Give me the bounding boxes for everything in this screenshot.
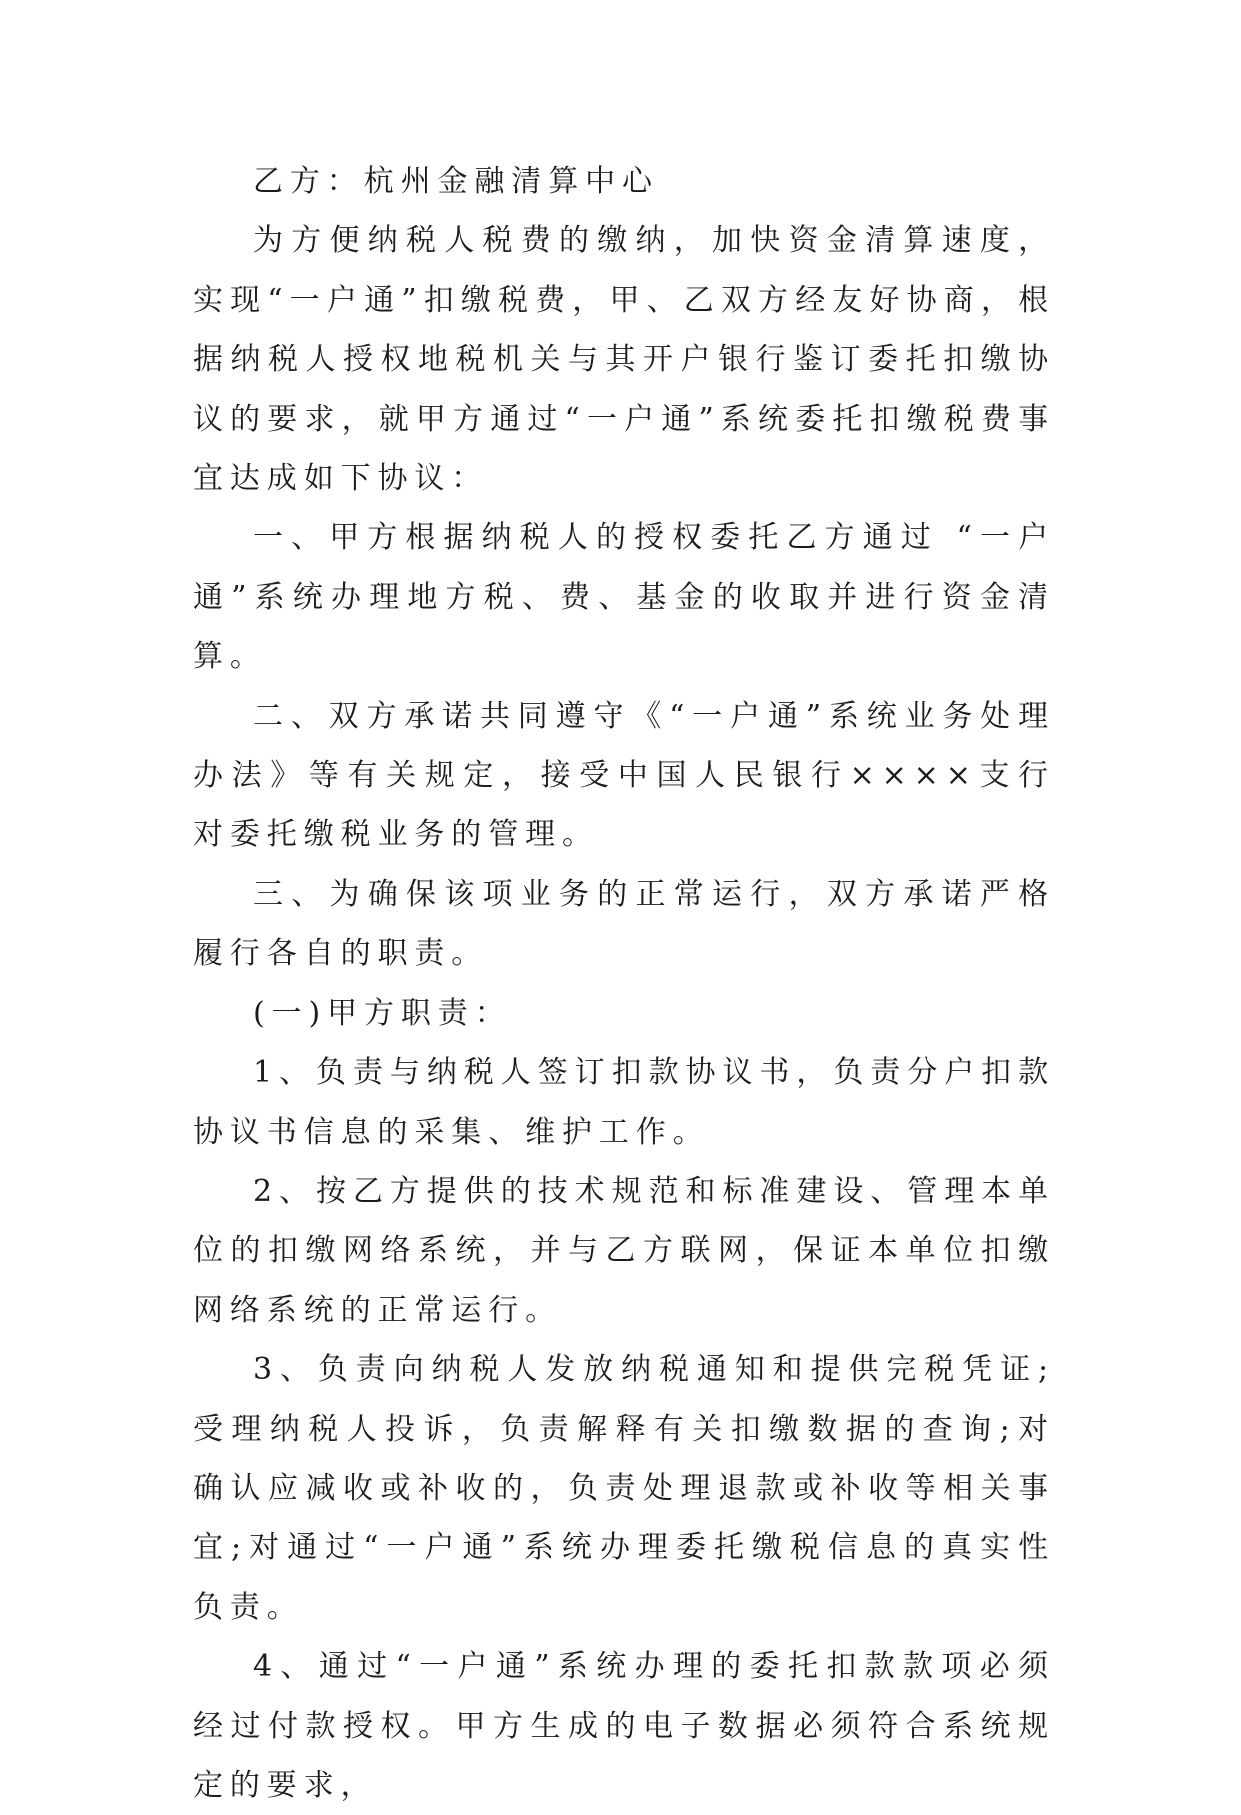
paragraph-duty-3: 3、负责向纳税人发放纳税通知和提供完税凭证;受理纳税人投诉，负责解释有关扣缴数据的查询;对确认应减收或补收的，负责处理退款或补收等相关事宜;对通过“一户通”系统办理委托缴税信息的真实性负责。 bbox=[193, 1352, 1055, 1625]
paragraph-preamble: 为方便纳税人税费的缴纳，加快资金清算速度，实现“一户通”扣缴税费，甲、乙双方经友好协商，根据纳税人授权地税机关与其开户银行鉴订委托扣缴协议的要求，就甲方通过“一户通”系统委托扣缴税费事宜达成如下协议： bbox=[193, 223, 1055, 497]
paragraph-clause-2: 二、双方承诺共同遵守《“一户通”系统业务处理办法》等有关规定，接受中国人民银行××××支行对委托缴税业务的管理。 bbox=[193, 698, 1055, 853]
document-body bbox=[193, 152, 1055, 1815]
subheading-party-a-duties: (一)甲方职责： bbox=[253, 995, 512, 1031]
paragraph-clause-3: 三、为确保该项业务的正常运行，双方承诺严格履行各自的职责。 bbox=[193, 876, 1055, 972]
paragraph-duty-2: 2、按乙方提供的技术规范和标准建设、管理本单位的扣缴网络系统，并与乙方联网，保证本单位扣缴网络系统的正常运行。 bbox=[193, 1173, 1055, 1328]
paragraph-duty-1: 1、负责与纳税人签订扣款协议书，负责分户扣款协议书信息的采集、维护工作。 bbox=[193, 1055, 1055, 1150]
paragraph-party-b: 乙方：杭州金融清算中心 bbox=[253, 164, 659, 199]
paragraph-duty-4: 4、通过“一户通”系统办理的委托扣款款项必须经过付款授权。甲方生成的电子数据必须符合系统规定的要求， bbox=[193, 1649, 1055, 1803]
paragraph-clause-1: 一、甲方根据纳税人的授权委托乙方通过 “一户通”系统办理地方税、费、基金的收取并进行资金清算。 bbox=[193, 520, 1055, 675]
